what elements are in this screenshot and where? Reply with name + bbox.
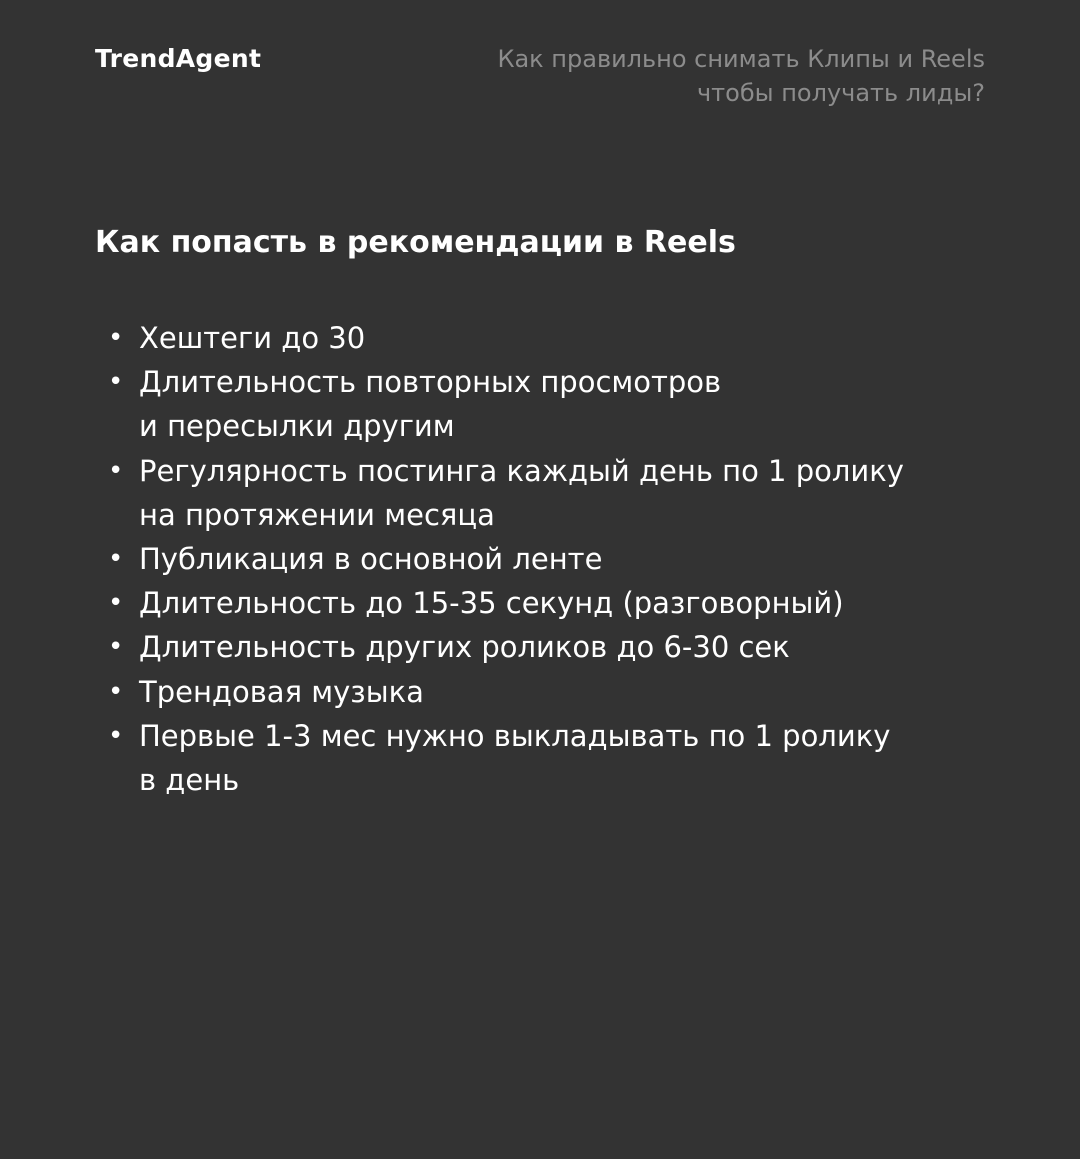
list-item [108,316,1008,360]
list-item [108,360,1008,448]
list-item-text: Первые 1-3 мес нужно выкладывать по 1 ролику [139,718,891,753]
bullet-icon: • [108,632,124,663]
list-item-text: Длительность до 15-35 секунд (разговорный) [139,586,844,621]
list-item-text: Публикация в основной ленте [139,542,603,577]
list-item-text-continued: и пересылки другим [139,409,455,444]
bullet-icon: • [108,720,124,751]
bullet-icon: • [108,367,124,398]
bullet-icon: • [108,588,124,619]
list-item-text: Регулярность постинга каждый день по 1 ролику [139,453,904,488]
list-item-text: Длительность других роликов до 6-30 сек [139,630,790,665]
bullet-icon: • [108,544,124,575]
bullet-icon: • [108,455,124,486]
list-item-text: Трендовая музыка [139,674,424,709]
page-subtitle [385,42,985,110]
recommendation-list [108,316,1008,802]
list-item [108,625,1008,669]
bullet-icon: • [108,323,124,353]
list-item-text-continued: на протяжении месяца [139,497,495,532]
brand-logo-text: TrendAgent [95,44,262,73]
bullet-icon: • [108,676,124,707]
list-item [108,537,1008,581]
list-item-text: Хештеги до 30 [139,321,366,355]
subtitle-line-2: чтобы получать лиды? [697,79,985,107]
list-item [108,714,1008,802]
list-item [108,581,1008,625]
subtitle-line-1: Как правильно снимать Клипы и Reels [497,45,985,73]
list-item-text: Длительность повторных просмотров [139,365,722,400]
list-item [108,449,1008,537]
list-item-text-continued: в день [139,763,240,798]
list-item [108,670,1008,714]
section-heading: Как попасть в рекомендации в Reels [95,225,736,260]
